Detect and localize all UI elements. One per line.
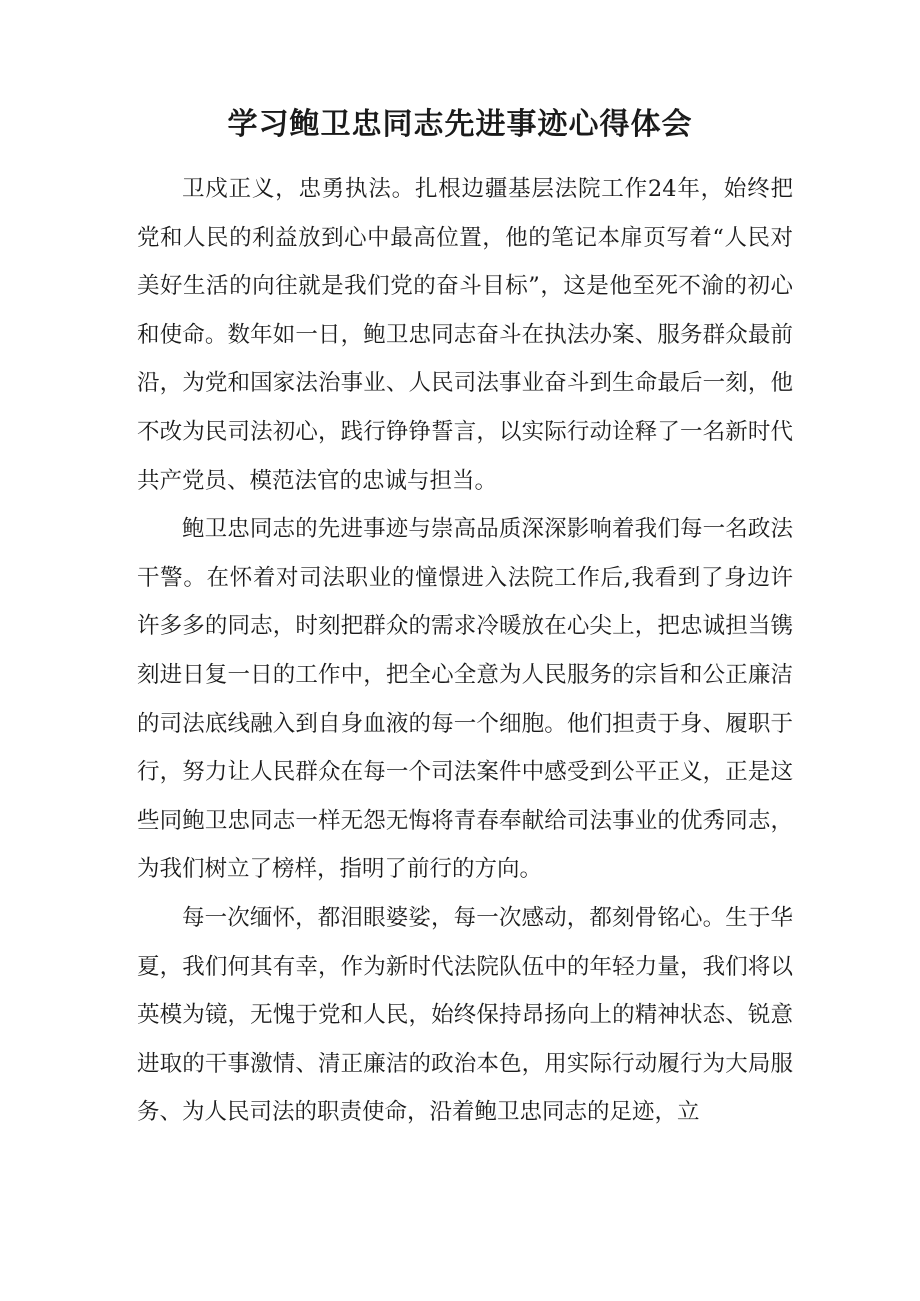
paragraph-2: 鲍卫忠同志的先进事迹与崇高品质深深影响着我们每一名政法干警。在怀着对司法职业的憧憬进入法院工作后,我看到了身边许许多多的同志，时刻把群众的需求冷暖放在心尖上，把忠诚担当镌刻进日复一日的工作中，把全心全意为人民服务的宗旨和公正廉洁的司法底线融入到自身血液的每一个细胞。他们担责于身、履职于行，努力让人民群众在每一个司法案件中感受到公平正义，正是这些同鲍卫忠同志一样无怨无悔将青春奉献给司法事业的优秀同志，为我们树立了榜样，指明了前行的方向。 (137, 516, 793, 883)
document-body (137, 165, 793, 1137)
paragraph-1: 卫戍正义，忠勇执法。扎根边疆基层法院工作24年，始终把党和人民的利益放到心中最高位置，他的笔记本扉页写着“人民对美好生活的向往就是我们党的奋斗目标”，这是他至死不渝的初心和使命。数年如一日，鲍卫忠同志奋斗在执法办案、服务群众最前沿，为党和国家法治事业、人民司法事业奋斗到生命最后一刻，他不改为民司法初心，践行铮铮誓言，以实际行动诠释了一名新时代共产党员、模范法官的忠诚与担当。 (137, 176, 793, 494)
page-title: 学习鲍卫忠同志先进事迹心得体会 (227, 107, 693, 142)
paragraph-3: 每一次缅怀，都泪眼婆娑，每一次感动，都刻骨铭心。生于华夏，我们何其有幸，作为新时代法院队伍中的年轻力量，我们将以英模为镜，无愧于党和人民，始终保持昂扬向上的精神状态、锐意进取的干事激情、清正廉洁的政治本色，用实际行动履行为大局服务、为人民司法的职责使命，沿着鲍卫忠同志的足迹，立 (137, 904, 793, 1126)
